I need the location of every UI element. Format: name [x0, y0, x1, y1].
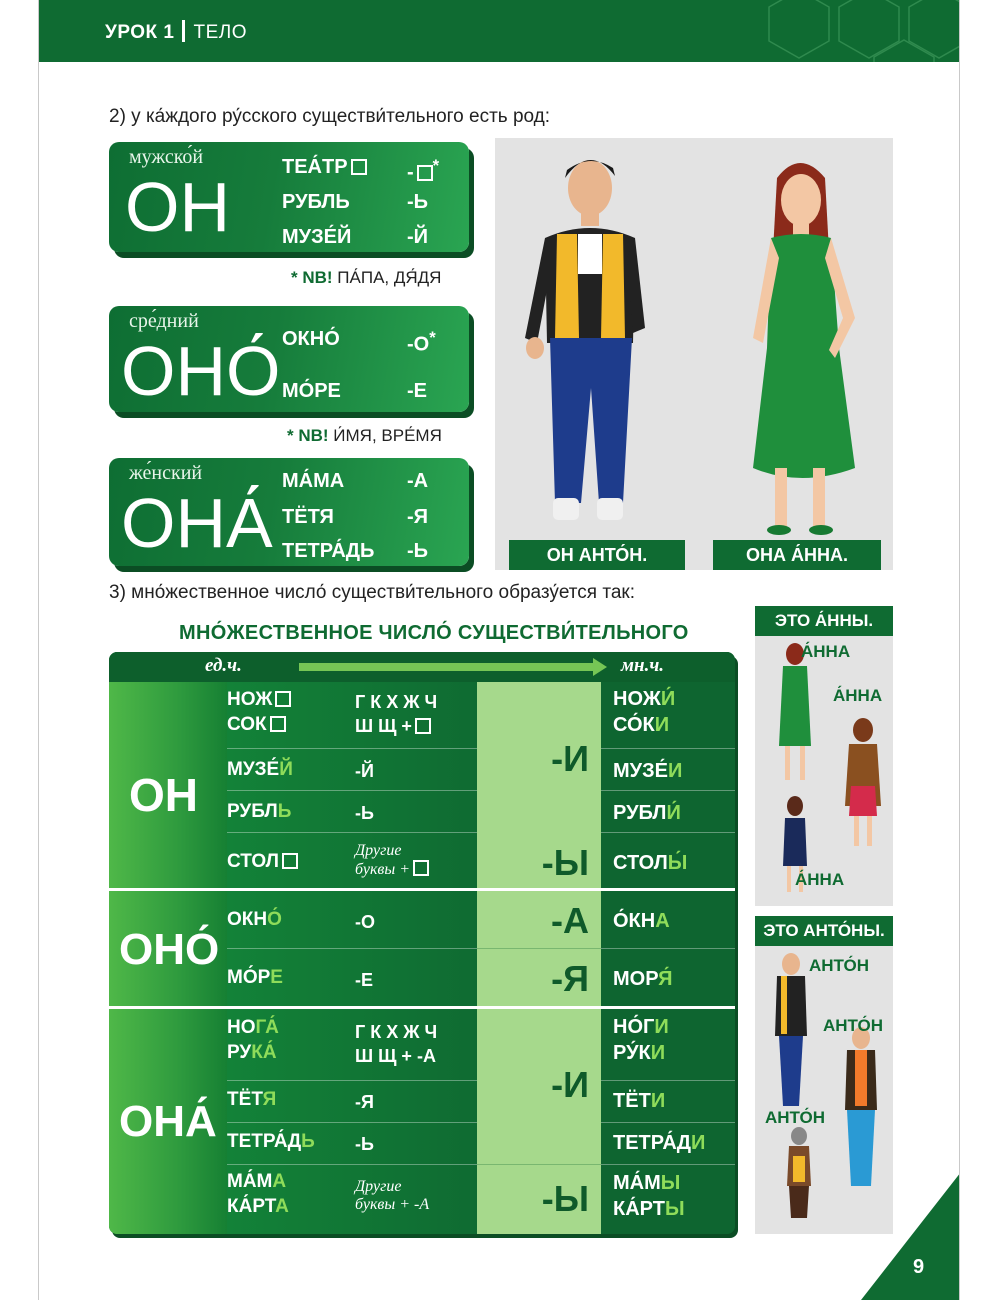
- singular-word: РУБЛЬ: [227, 801, 292, 822]
- ending-rule: Другие буквы +: [355, 842, 429, 880]
- neuter-card: [109, 306, 469, 412]
- textbook-page: [38, 0, 960, 1300]
- masculine-card: [109, 142, 469, 252]
- plural-words: НОЖИ́ СО́КИ: [613, 688, 676, 736]
- hexagon-pattern-icon: [759, 0, 960, 62]
- example-ending: -Ь: [407, 191, 429, 213]
- gender-pronoun: ОНА́: [121, 484, 273, 562]
- anna-panel: [755, 636, 893, 906]
- people-illustration: [495, 138, 893, 570]
- man-figure-icon: [775, 953, 807, 1106]
- anna-panel-title: ЭТО А́ННЫ.: [755, 606, 893, 636]
- arrow-right-icon: [299, 663, 594, 671]
- pronoun-ona: ОНА́: [119, 1097, 217, 1146]
- singular-words: МА́МА КА́РТА: [227, 1171, 289, 1217]
- female-figure-label: ОНА А́ННА.: [713, 540, 881, 570]
- plural-word: РУБЛИ́: [613, 802, 681, 824]
- example-ending: - *: [407, 156, 440, 184]
- feminine-card: [109, 458, 469, 566]
- example-word: ТЕА́ТР: [282, 156, 367, 179]
- example-word: ТЕТРА́ДЬ: [282, 540, 375, 562]
- example-ending: -Ь: [407, 540, 429, 562]
- anton-name: АНТО́Н: [809, 956, 870, 975]
- example-word: МА́МА: [282, 470, 345, 492]
- example-word: ОКНО́: [282, 328, 340, 350]
- singular-words: НОЖ СОК: [227, 688, 291, 737]
- plural-ending: -И: [551, 738, 589, 779]
- plural-formation-table: [109, 652, 735, 1234]
- plural-words: МА́МЫ КА́РТЫ: [613, 1172, 685, 1220]
- section2-lead: 2) у ка́ждого ру́сского существи́тельного есть род:: [109, 106, 551, 127]
- page-number: 9: [913, 1256, 925, 1278]
- singular-word: ТЕТРА́ДЬ: [227, 1131, 315, 1152]
- plural-ending: -Я: [551, 958, 589, 999]
- singular-word: МУЗЕ́Й: [227, 759, 293, 780]
- anton-panel-title: ЭТО АНТО́НЫ.: [755, 916, 893, 946]
- plural-word: МУЗЕ́И: [613, 760, 683, 782]
- masculine-note: * NB! ПА́ПА, ДЯ́ДЯ: [291, 268, 442, 287]
- plural-word: МОРЯ́: [613, 968, 673, 990]
- example-ending: -О*: [407, 328, 436, 356]
- plural-word: ТЕТРА́ДИ: [613, 1132, 706, 1154]
- header-title: [105, 20, 247, 44]
- plural-word: О́КНА: [613, 910, 670, 932]
- example-ending: -Я: [407, 506, 429, 528]
- singular-label: ед.ч.: [205, 655, 242, 676]
- corner-triangle-icon: [861, 1172, 960, 1300]
- example-word: ТЁТЯ: [282, 506, 334, 528]
- three-women-illustration: [755, 636, 893, 906]
- gender-tag: мужско́й: [129, 146, 204, 168]
- gender-tag: сре́дний: [129, 310, 199, 332]
- neuter-note: * NB! И́МЯ, ВРЕ́МЯ: [287, 426, 442, 445]
- plural-ending: -Ы: [541, 842, 589, 883]
- girl-figure-icon: [845, 718, 881, 846]
- ending-rule: -Й: [355, 761, 374, 781]
- ending-rule: -О: [355, 912, 375, 932]
- woman-figure-icon: [779, 643, 811, 780]
- example-ending: -Й: [407, 226, 429, 248]
- ending-rule: -Ь: [355, 803, 374, 823]
- singular-words: НОГА́ РУКА́: [227, 1017, 279, 1063]
- plural-word: ТЁТИ: [613, 1090, 666, 1112]
- gender-pronoun: ОНО́: [121, 332, 281, 410]
- male-figure-label: ОН АНТО́Н.: [509, 540, 685, 570]
- pronoun-on: ОН: [129, 769, 198, 821]
- lesson-topic: ТЕЛО: [193, 22, 247, 43]
- gender-tag: же́нский: [129, 462, 203, 484]
- ending-rule: -Ь: [355, 1134, 374, 1154]
- singular-word: ОКНО́: [227, 909, 282, 930]
- plural-ending: -А: [551, 900, 589, 941]
- plural-ending: -И: [551, 1064, 589, 1105]
- ending-rule: Г К Х Ж Ч Ш Щ +: [355, 692, 438, 737]
- ending-rule: Г К Х Ж Ч Ш Щ + -А: [355, 1022, 438, 1067]
- man-and-woman-illustration: [495, 138, 893, 570]
- singular-word: СТОЛ: [227, 850, 298, 875]
- anton-name: АНТО́Н: [765, 1108, 826, 1127]
- example-word: МО́РЕ: [282, 380, 341, 402]
- anna-name: А́ННА: [795, 870, 845, 889]
- section3-lead: 3) мно́жественное число́ существи́тельного образу́ется так:: [109, 582, 636, 603]
- arrow-head-icon: [593, 658, 607, 676]
- pronoun-ono: ОНО́: [119, 925, 220, 974]
- plural-label: мн.ч.: [621, 655, 665, 676]
- ending-rule: Другие буквы + -А: [355, 1178, 430, 1214]
- plural-words: НО́ГИ РУ́КИ: [613, 1016, 669, 1064]
- anna-name: А́ННА: [833, 686, 883, 705]
- man-figure-icon: [525, 160, 645, 520]
- anna-name: А́ННА: [801, 642, 851, 661]
- table-header: [109, 652, 735, 682]
- ending-rule: -Е: [355, 970, 373, 990]
- gender-pronoun: ОН: [125, 168, 230, 246]
- plural-table-title: МНО́ЖЕСТВЕННОЕ ЧИСЛО́ СУЩЕСТВИ́ТЕЛЬНОГО: [179, 622, 689, 644]
- boy-figure-icon: [787, 1127, 811, 1218]
- plural-word: СТОЛЫ́: [613, 852, 688, 874]
- singular-word: МО́РЕ: [227, 967, 283, 988]
- woman-figure-icon: [753, 163, 855, 535]
- anton-name: АНТО́Н: [823, 1016, 884, 1035]
- ending-rule: -Я: [355, 1092, 374, 1112]
- example-word: РУБЛЬ: [282, 191, 350, 213]
- example-word: МУЗЕ́Й: [282, 226, 352, 248]
- example-ending: -Е: [407, 380, 427, 402]
- example-ending: -А: [407, 470, 429, 492]
- man-figure-icon: [845, 1027, 877, 1186]
- plural-ending: -Ы: [541, 1178, 589, 1219]
- lesson-number: УРОК 1: [105, 22, 175, 43]
- page-header: [39, 0, 960, 62]
- singular-word: ТЁТЯ: [227, 1089, 277, 1110]
